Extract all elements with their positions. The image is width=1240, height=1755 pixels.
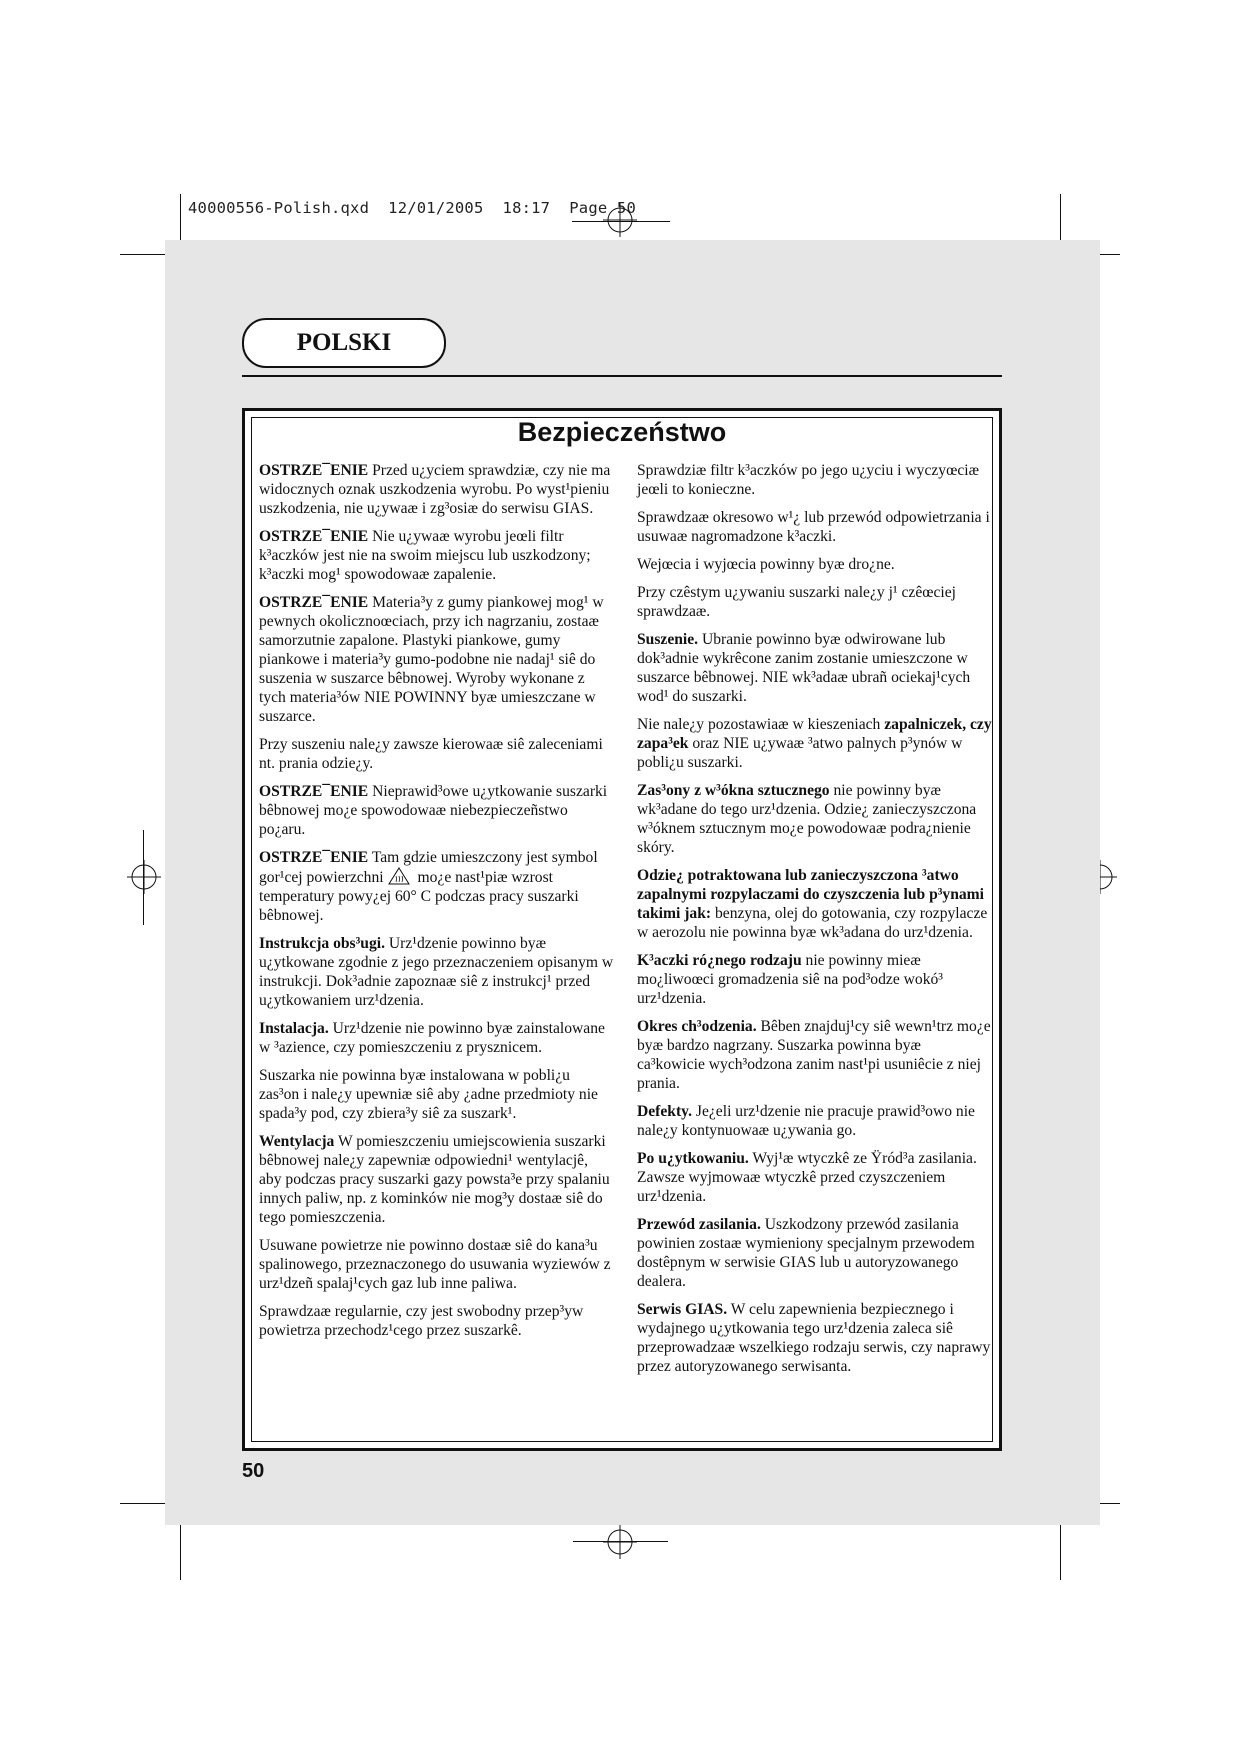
paragraph: Defekty. Je¿eli urz¹dzenie nie pracuje prawid³owo nie nale¿y kontynuowaæ u¿ywania go. xyxy=(637,1103,975,1139)
header-rule xyxy=(242,375,1002,377)
registration-mark-icon xyxy=(127,860,161,894)
paragraph: Sprawdziæ filtr k³aczków po jego u¿yciu i wyczyœciæ jeœli to konieczne. xyxy=(637,462,980,498)
paragraph: Sprawdzaæ okresowo w¹¿ lub przewód odpowietrzania i usuwaæ nagromadzone k³aczki. xyxy=(637,509,990,545)
crop-mark xyxy=(573,1541,668,1542)
paragraph: Wentylacja W pomieszczeniu umiejscowienia suszarki bêbnowej nale¿y zapewniæ odpowiedni¹ wentylacjê, aby podczas pracy suszarki gazy powsta³e przy spalaniu innych paliw, np. z kominków nie mog³y dostaæ siê do tego pomieszczenia. xyxy=(259,1133,610,1226)
paragraph: Nie nale¿y pozostawiaæ w kieszeniach zapalniczek, czy zapa³ek oraz NIE u¿ywaæ ³atwo palnych p³ynów w pobli¿u suszarki. xyxy=(637,716,992,771)
hot-surface-warning-icon xyxy=(388,867,410,885)
paragraph: Suszarka nie powinna byæ instalowana w pobli¿u zas³on i nale¿y upewniæ siê aby ¿adne przedmioty nie spada³y pod, czy zbiera³y siê za suszark¹. xyxy=(259,1067,598,1122)
paragraph: OSTRZE¯ENIE Przed u¿yciem sprawdziæ, czy nie ma widocznych oznak uszkodzenia wyrobu. Po wyst¹pieniu uszkodzenia, nie u¿ywaæ i zg³osiæ do serwisu GIAS. xyxy=(259,462,611,517)
paragraph: Usuwane powietrze nie powinno dostaæ siê do kana³u spalinowego, przeznaczonego do usuwania wyziewów z urz¹dzeñ spalaj¹cych gaz lub inne paliwa. xyxy=(259,1237,611,1292)
paragraph: Sprawdzaæ regularnie, czy jest swobodny przep³yw powietrza przechodz¹cego przez suszarkê. xyxy=(259,1303,584,1339)
paragraph: OSTRZE¯ENIE Tam gdzie umieszczony jest symbol gor¹cej powierzchni mo¿e nast¹piæ wzrost temperatury powy¿ej 60° C podczas pracy suszarki bêbnowej. xyxy=(259,849,598,924)
right-column xyxy=(637,461,992,1385)
paragraph: Odzie¿ potraktowana lub zanieczyszczona ³atwo zapalnymi rozpylaczami do czyszczenia lub p³ynami takimi jak: benzyna, olej do gotowania, czy rozpylacze w aerozolu nie powinna byæ wk³adana do urz¹dzenia. xyxy=(637,867,988,941)
paragraph: Okres ch³odzenia. Bêben znajduj¹cy siê wewn¹trz mo¿e byæ bardzo nagrzany. Suszarka powinna byæ ca³kowicie wych³odzona zanim nast¹pi usuniêcie z niej prania. xyxy=(637,1018,991,1092)
section-title: Bezpieczeństwo xyxy=(517,417,727,447)
registration-mark-icon xyxy=(603,1525,637,1559)
crop-mark xyxy=(143,830,144,925)
paragraph: Po u¿ytkowaniu. Wyj¹æ wtyczkê ze Ÿród³a zasilania. Zawsze wyjmowaæ wtyczkê przed czyszczeniem urz¹dzenia. xyxy=(637,1150,977,1205)
registration-mark-icon xyxy=(603,203,637,237)
language-tab: POLSKI xyxy=(242,318,446,368)
paragraph: OSTRZE¯ENIE Nieprawid³owe u¿ytkowanie suszarki bêbnowej mo¿e spowodowaæ niebezpieczeñstwo po¿aru. xyxy=(259,783,608,838)
crop-mark xyxy=(1060,1520,1061,1580)
print-slug: 40000556-Polish.qxd 12/01/2005 18:17 Page 50 xyxy=(188,199,636,217)
paragraph: Zas³ony z w³ókna sztucznego nie powinny byæ wk³adane do tego urz¹dzenia. Odzie¿ zanieczyszczona w³óknem sztucznym mo¿e powodowaæ podra¿nienie skóry. xyxy=(637,782,977,856)
paragraph: OSTRZE¯ENIE Nie u¿ywaæ wyrobu jeœli filtr k³aczków jest nie na swoim miejscu lub uszkodzony; k³aczki mog¹ spowodowaæ zapalenie. xyxy=(259,528,591,583)
paragraph: Serwis GIAS. W celu zapewnienia bezpiecznego i wydajnego u¿ytkowania tego urz¹dzenia zaleca siê przeprowadzaæ wszelkiego rodzaju serwis, czy naprawy przez autoryzowanego serwisanta. xyxy=(637,1301,991,1375)
paragraph: OSTRZE¯ENIE Materia³y z gumy piankowej mog¹ w pewnych okolicznoœciach, przy ich nagrzaniu, zostaæ samorzutnie zapalone. Plastyki piankowe, gumy piankowe i materia³y gumo-podobne nie nadaj¹ siê do suszenia w suszarce bêbnowej. Wyroby wykonane z tych materia³ów NIE POWINNY byæ umieszczane w suszarce. xyxy=(259,594,604,725)
paragraph: K³aczki ró¿nego rodzaju nie powinny mieæ mo¿liwoœci gromadzenia siê na pod³odze wokó³ urz¹dzenia. xyxy=(637,952,943,1007)
safety-box xyxy=(242,408,1002,1451)
paragraph: Suszenie. Ubranie powinno byæ odwirowane lub dok³adnie wykrêcone zanim zostanie umieszczone w suszarce bêbnowej. NIE wk³adaæ ubrañ ociekaj¹cych wod¹ do suszarki. xyxy=(637,631,971,705)
page-number: 50 xyxy=(242,1460,265,1482)
paragraph: Instalacja. Urz¹dzenie nie powinno byæ zainstalowane w ³azience, czy pomieszczeniu z prysznicem. xyxy=(259,1020,605,1056)
paragraph: Instrukcja obs³ugi. Urz¹dzenie powinno byæ u¿ytkowane zgodnie z jego przeznaczeniem opisanym w instrukcji. Dok³adnie zapoznaæ siê z instrukcj¹ przed u¿ytkowaniem urz¹dzenia. xyxy=(259,935,614,1009)
paragraph: Przy czêstym u¿ywaniu suszarki nale¿y j¹ czêœciej sprawdzaæ. xyxy=(637,584,957,620)
crop-mark xyxy=(180,1520,181,1580)
paragraph: Przy suszeniu nale¿y zawsze kierowaæ siê zaleceniami nt. prania odzie¿y. xyxy=(259,736,603,772)
paragraph: Przewód zasilania. Uszkodzony przewód zasilania powinien zostaæ wymieniony specjalnym przewodem dostêpnym w serwisie GIAS lub u autoryzowanego dealera. xyxy=(637,1216,975,1290)
paragraph: Wejœcia i wyjœcia powinny byæ dro¿ne. xyxy=(637,556,895,573)
left-column xyxy=(259,461,614,1349)
